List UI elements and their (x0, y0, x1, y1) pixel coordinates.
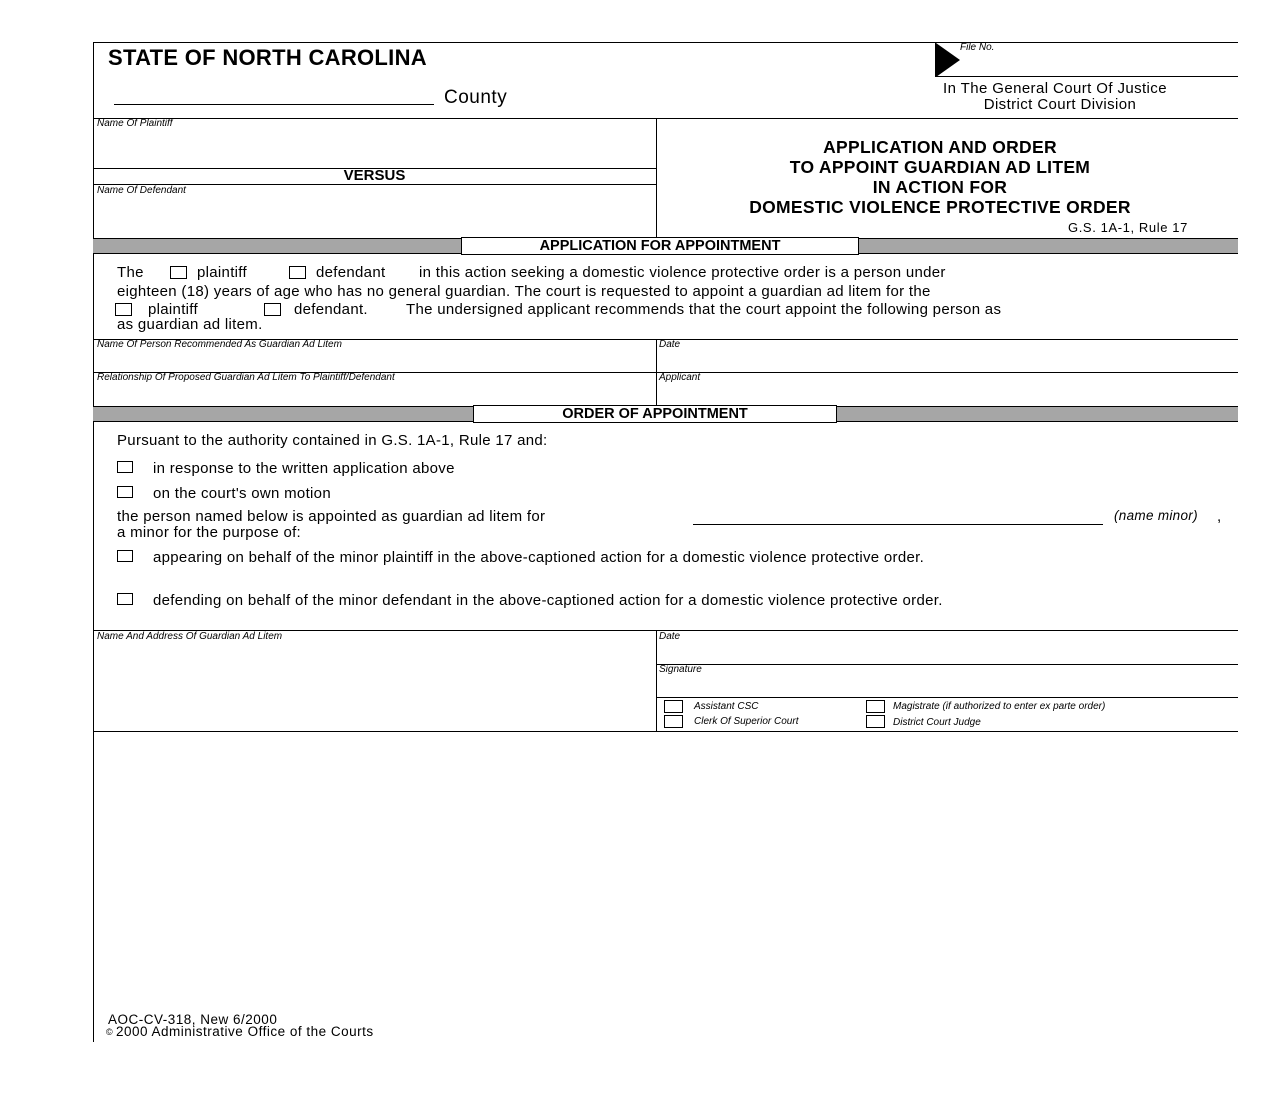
copyright-symbol: © (106, 1027, 113, 1037)
statute-reference: G.S. 1A-1, Rule 17 (1068, 220, 1188, 235)
form-number: AOC-CV-318, New 6/2000 (108, 1012, 278, 1027)
gal-name-address-field[interactable] (94, 644, 654, 729)
plaintiff-name-label: Name Of Plaintiff (97, 118, 173, 129)
county-label: County (444, 87, 508, 108)
defending-label: defending on behalf of the minor defendant in the above-captioned action for a domestic violence protective order. (153, 592, 943, 609)
form-title-line-2: TO APPOINT GUARDIAN AD LITEM (789, 157, 1091, 177)
signature-block-divider (656, 630, 657, 731)
application-line-1-rest: in this action seeking a domestic violence protective order is a person under (419, 264, 946, 281)
signature-block-bottom-line (93, 731, 1238, 732)
relationship-field[interactable] (94, 385, 654, 405)
versus-label: VERSUS (343, 167, 406, 184)
plaintiff-checkbox-2[interactable] (115, 303, 132, 316)
recommended-name-label: Name Of Person Recommended As Guardian Ad Litem (97, 339, 342, 350)
assistant-csc-checkbox[interactable] (664, 700, 683, 713)
court-line-2: District Court Division (983, 96, 1137, 113)
gal-name-address-label: Name And Address Of Guardian Ad Litem (97, 631, 283, 642)
applicant-signature-field[interactable] (658, 385, 1236, 405)
roles-top-line (656, 697, 1238, 698)
assistant-csc-label: Assistant CSC (694, 701, 759, 712)
file-no-arrow-icon (935, 42, 961, 78)
application-band-right (859, 238, 1238, 254)
application-line-2: eighteen (18) years of age who has no general guardian. The court is requested to appoint a guardian ad litem for the (117, 283, 931, 300)
appearing-label: appearing on behalf of the minor plaintiff in the above-captioned action for a domestic violence protective order. (153, 549, 925, 566)
signature-label: Signature (659, 664, 702, 675)
signature-field[interactable] (658, 677, 1236, 696)
plaintiff-checkbox[interactable] (170, 266, 187, 279)
order-band-left (93, 406, 473, 422)
clerk-checkbox[interactable] (664, 715, 683, 728)
order-date-label: Date (659, 631, 681, 642)
plaintiff-name-field[interactable] (94, 130, 654, 166)
file-no-label: File No. (960, 42, 995, 53)
form-top-border (93, 42, 1238, 43)
court-line-1: In The General Court Of Justice (943, 80, 1167, 97)
defendant-name-field[interactable] (94, 198, 654, 236)
application-band-left (93, 238, 461, 254)
written-application-checkbox[interactable] (117, 461, 133, 473)
defendant-checkbox-2[interactable] (264, 303, 281, 316)
order-band-right (837, 406, 1238, 422)
magistrate-checkbox[interactable] (866, 700, 885, 713)
defending-checkbox[interactable] (117, 593, 133, 605)
defendant-checkbox[interactable] (289, 266, 306, 279)
plaintiff-option-label-2: plaintiff (148, 301, 198, 318)
county-blank-line[interactable] (114, 104, 434, 105)
application-the: The (117, 264, 144, 281)
clerk-label: Clerk Of Superior Court (694, 716, 799, 727)
minor-name-line[interactable] (693, 524, 1103, 525)
defendant-option-label-2: defendant. (294, 301, 368, 318)
order-pursuant-text: Pursuant to the authority contained in G.S. 1A-1, Rule 17 and: (117, 432, 548, 449)
order-date-field[interactable] (658, 644, 1236, 663)
minor-purpose-text: a minor for the purpose of: (117, 524, 302, 541)
application-date-label: Date (659, 339, 681, 350)
plaintiff-option-label: plaintiff (197, 264, 247, 281)
form-title-line-1: APPLICATION AND ORDER (823, 137, 1057, 157)
form-title-line-3: IN ACTION FOR (872, 177, 1008, 197)
recommended-name-field[interactable] (94, 352, 654, 372)
own-motion-label: on the court's own motion (153, 485, 331, 502)
defendant-option-label: defendant (316, 264, 386, 281)
name-minor-comma: , (1217, 508, 1222, 525)
own-motion-checkbox[interactable] (117, 486, 133, 498)
state-heading: STATE OF NORTH CAROLINA (108, 45, 427, 70)
form-title-line-4: DOMESTIC VIOLENCE PROTECTIVE ORDER (749, 197, 1131, 217)
application-line-4: as guardian ad litem. (117, 316, 263, 333)
written-application-label: in response to the written application above (153, 460, 455, 477)
application-line-3-rest: The undersigned applicant recommends that the court appoint the following person as (406, 301, 1002, 318)
judge-checkbox[interactable] (866, 715, 885, 728)
judge-label: District Court Judge (893, 717, 981, 728)
order-heading: ORDER OF APPOINTMENT (473, 405, 837, 423)
magistrate-label: Magistrate (if authorized to enter ex parte order) (893, 701, 1106, 712)
name-minor-label: (name minor) (1114, 508, 1198, 523)
file-no-line[interactable] (935, 76, 1238, 77)
relationship-label: Relationship Of Proposed Guardian Ad Litem To Plaintiff/Defendant (97, 372, 395, 383)
file-no-box-divider (935, 42, 936, 77)
application-heading: APPLICATION FOR APPOINTMENT (461, 237, 859, 255)
copyright-text: 2000 Administrative Office of the Courts (116, 1024, 374, 1039)
signature-top-line (656, 664, 1238, 665)
header-bottom-line (93, 118, 1238, 119)
appearing-checkbox[interactable] (117, 550, 133, 562)
form-left-border (93, 42, 94, 1042)
applicant-label: Applicant (659, 372, 701, 383)
person-named-text: the person named below is appointed as guardian ad litem for (117, 508, 546, 525)
caption-divider (656, 118, 657, 238)
defendant-name-label: Name Of Defendant (97, 185, 186, 196)
application-date-field[interactable] (658, 352, 1236, 372)
